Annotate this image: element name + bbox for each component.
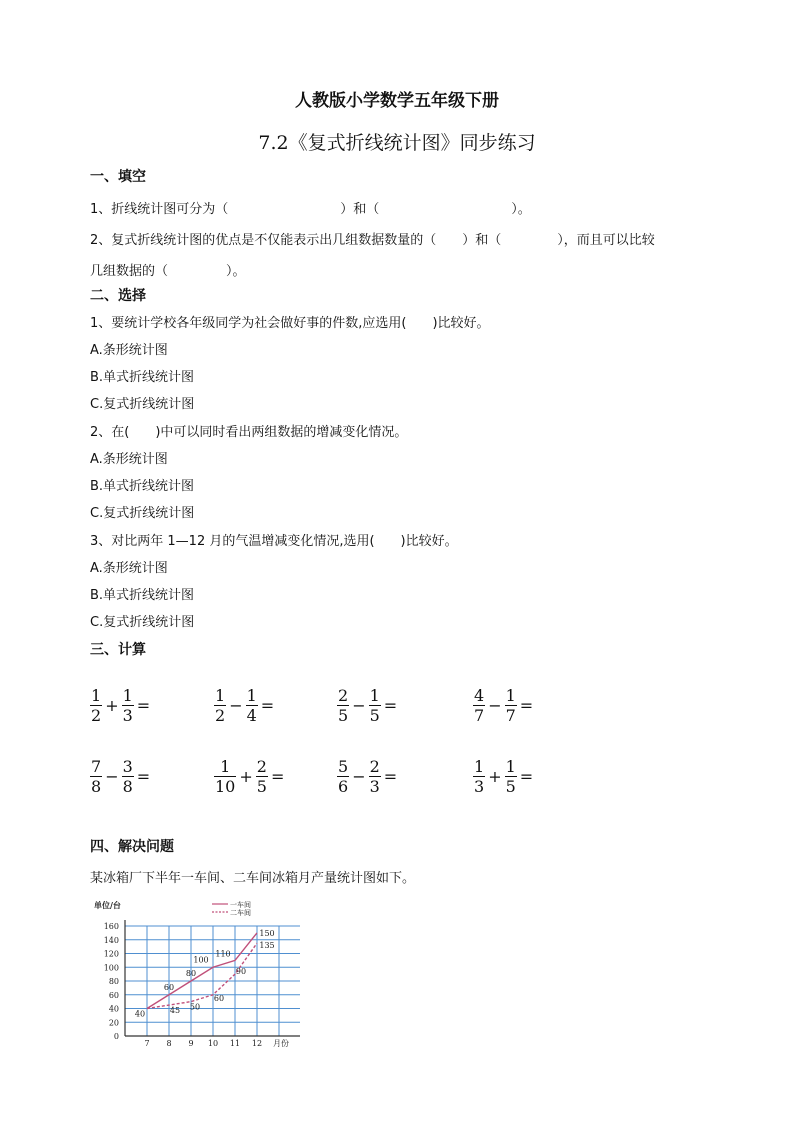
- numerator: 3: [122, 757, 133, 776]
- fraction: [337, 686, 349, 725]
- fraction: [90, 757, 102, 796]
- legend-label: 一车间: [230, 901, 251, 909]
- operator: +: [105, 696, 119, 715]
- calc-problem: [473, 757, 536, 796]
- option-a[interactable]: A.条形统计图: [90, 343, 168, 358]
- y-tick-label: 0: [113, 1032, 119, 1041]
- numerator: 2: [369, 757, 380, 776]
- data-label: 60: [213, 993, 225, 1003]
- production-line-chart: [90, 896, 300, 1048]
- calc-problem: [90, 686, 153, 725]
- option-b[interactable]: B.单式折线统计图: [90, 370, 195, 385]
- fraction: [369, 686, 381, 725]
- fill-question-2-cont: [90, 260, 246, 279]
- denominator: 8: [91, 777, 102, 796]
- numerator: 1: [215, 686, 226, 705]
- denominator: 2: [215, 706, 226, 725]
- choice-question-2: 2、在( )中可以同时看出两组数据的增减变化情况。: [90, 425, 408, 440]
- operator: +: [239, 767, 253, 786]
- data-label: 80: [185, 969, 197, 978]
- y-tick-label: 20: [108, 1018, 119, 1028]
- fraction: [246, 686, 258, 725]
- fraction: [122, 686, 134, 725]
- data-label: 150: [259, 928, 275, 938]
- x-tick-label: 11: [229, 1039, 241, 1048]
- denominator: 10: [215, 777, 236, 796]
- data-label: 45: [169, 1006, 181, 1016]
- x-tick-label: 10: [207, 1039, 219, 1048]
- denominator: 8: [122, 777, 133, 796]
- data-label: 60: [163, 982, 175, 992]
- denominator: 7: [505, 706, 516, 725]
- fraction: [214, 686, 226, 725]
- fraction: [214, 757, 236, 796]
- calc-problem: [214, 686, 277, 725]
- fill-q1-text: 1、折线统计图可分为（: [90, 202, 229, 217]
- data-label: 90: [235, 967, 247, 977]
- operator: +: [488, 767, 502, 786]
- x-tick-label: 9: [188, 1039, 194, 1048]
- fill-question-2: [90, 229, 655, 248]
- fill-q1-text: ）。: [511, 202, 531, 217]
- fraction: [473, 686, 485, 725]
- y-tick-label: 80: [108, 977, 119, 986]
- equals-sign: =: [383, 696, 398, 715]
- x-axis-label: 月份: [273, 1039, 289, 1048]
- numerator: 1: [91, 686, 102, 705]
- numerator: 1: [369, 686, 380, 705]
- y-tick-label: 160: [103, 922, 119, 931]
- option-a[interactable]: A.条形统计图: [90, 561, 168, 576]
- operator: −: [352, 767, 366, 786]
- denominator: 5: [338, 706, 349, 725]
- x-tick-label: 12: [251, 1039, 263, 1048]
- fill-q2-text: 几组数据的（: [90, 264, 169, 279]
- operator: −: [105, 767, 119, 786]
- fill-question-1: [90, 198, 531, 217]
- numerator: 1: [505, 686, 516, 705]
- option-c[interactable]: C.复式折线统计图: [90, 615, 195, 630]
- data-label: 100: [193, 955, 209, 965]
- x-tick-label: 7: [144, 1039, 150, 1048]
- option-b[interactable]: B.单式折线统计图: [90, 479, 195, 494]
- fill-q1-text: ）和（: [340, 202, 380, 217]
- y-tick-label: 140: [103, 935, 119, 945]
- solve-problem-text: 某冰箱厂下半年一车间、二车间冰箱月产量统计图如下。: [90, 871, 416, 886]
- fraction: [90, 686, 102, 725]
- data-label: 50: [189, 1002, 201, 1012]
- numerator: 1: [214, 757, 236, 777]
- operator: −: [352, 696, 366, 715]
- choice-question-3: 3、对比两年 1—12 月的气温增减变化情况,选用( )比较好。: [90, 534, 458, 549]
- denominator: 3: [122, 706, 133, 725]
- page-subtitle: 7.2《复式折线统计图》同步练习: [258, 132, 536, 154]
- calc-problem: [90, 757, 153, 796]
- denominator: 7: [474, 706, 485, 725]
- denominator: 5: [369, 706, 380, 725]
- calc-problem: [214, 757, 287, 796]
- fraction: [473, 757, 485, 796]
- fill-q2-text: ）。: [226, 264, 246, 279]
- equals-sign: =: [136, 767, 151, 786]
- fraction: [122, 757, 134, 796]
- section-choice-heading: 二、选择: [90, 288, 146, 304]
- denominator: 4: [246, 706, 257, 725]
- denominator: 5: [505, 777, 516, 796]
- denominator: 3: [474, 777, 485, 796]
- equals-sign: =: [383, 767, 398, 786]
- equals-sign: =: [270, 767, 285, 786]
- page-title: 人教版小学数学五年级下册: [295, 91, 499, 111]
- equals-sign: =: [136, 696, 151, 715]
- y-tick-label: 120: [103, 949, 119, 959]
- data-label: 135: [259, 941, 275, 951]
- calc-problem: [337, 757, 400, 796]
- fill-q2-text: ），而且可以比较: [557, 233, 655, 248]
- calc-problem: [337, 686, 400, 725]
- data-label: 40: [134, 1009, 146, 1019]
- numerator: 7: [91, 757, 102, 776]
- fraction: [505, 686, 517, 725]
- numerator: 5: [338, 757, 349, 776]
- numerator: 2: [256, 757, 267, 776]
- option-c[interactable]: C.复式折线统计图: [90, 506, 195, 521]
- fraction: [337, 757, 349, 796]
- fraction: [505, 757, 517, 796]
- denominator: 6: [338, 777, 349, 796]
- denominator: 2: [91, 706, 102, 725]
- choice-question-1: 1、要统计学校各年级同学为社会做好事的件数,应选用( )比较好。: [90, 316, 490, 331]
- equals-sign: =: [519, 767, 534, 786]
- numerator: 1: [246, 686, 257, 705]
- numerator: 1: [122, 686, 133, 705]
- fill-q2-text: 2、复式折线统计图的优点是不仅能表示出几组数据数量的（: [90, 233, 437, 248]
- equals-sign: =: [519, 696, 534, 715]
- fraction: [369, 757, 381, 796]
- legend-label: 二车间: [230, 909, 251, 917]
- y-tick-label: 100: [103, 963, 119, 973]
- option-a[interactable]: A.条形统计图: [90, 452, 168, 467]
- operator: −: [229, 696, 243, 715]
- data-label: 110: [215, 949, 231, 959]
- y-tick-label: 40: [108, 1004, 119, 1014]
- section-solve-heading: 四、解决问题: [90, 839, 174, 855]
- calc-problem: [473, 686, 536, 725]
- fraction: [256, 757, 268, 796]
- equals-sign: =: [260, 696, 275, 715]
- y-tick-label: 60: [108, 990, 119, 1000]
- fill-q2-text: ）和（: [462, 233, 502, 248]
- denominator: 5: [256, 777, 267, 796]
- numerator: 2: [338, 686, 349, 705]
- option-b[interactable]: B.单式折线统计图: [90, 588, 195, 603]
- numerator: 1: [505, 757, 516, 776]
- operator: −: [488, 696, 502, 715]
- section-calc-heading: 三、计算: [90, 642, 146, 658]
- x-tick-label: 8: [166, 1039, 172, 1048]
- numerator: 4: [474, 686, 485, 705]
- denominator: 3: [369, 777, 380, 796]
- numerator: 1: [474, 757, 485, 776]
- option-c[interactable]: C.复式折线统计图: [90, 397, 195, 412]
- section-fill-heading: 一、填空: [90, 169, 146, 185]
- y-axis-unit-label: 单位/台: [94, 900, 121, 910]
